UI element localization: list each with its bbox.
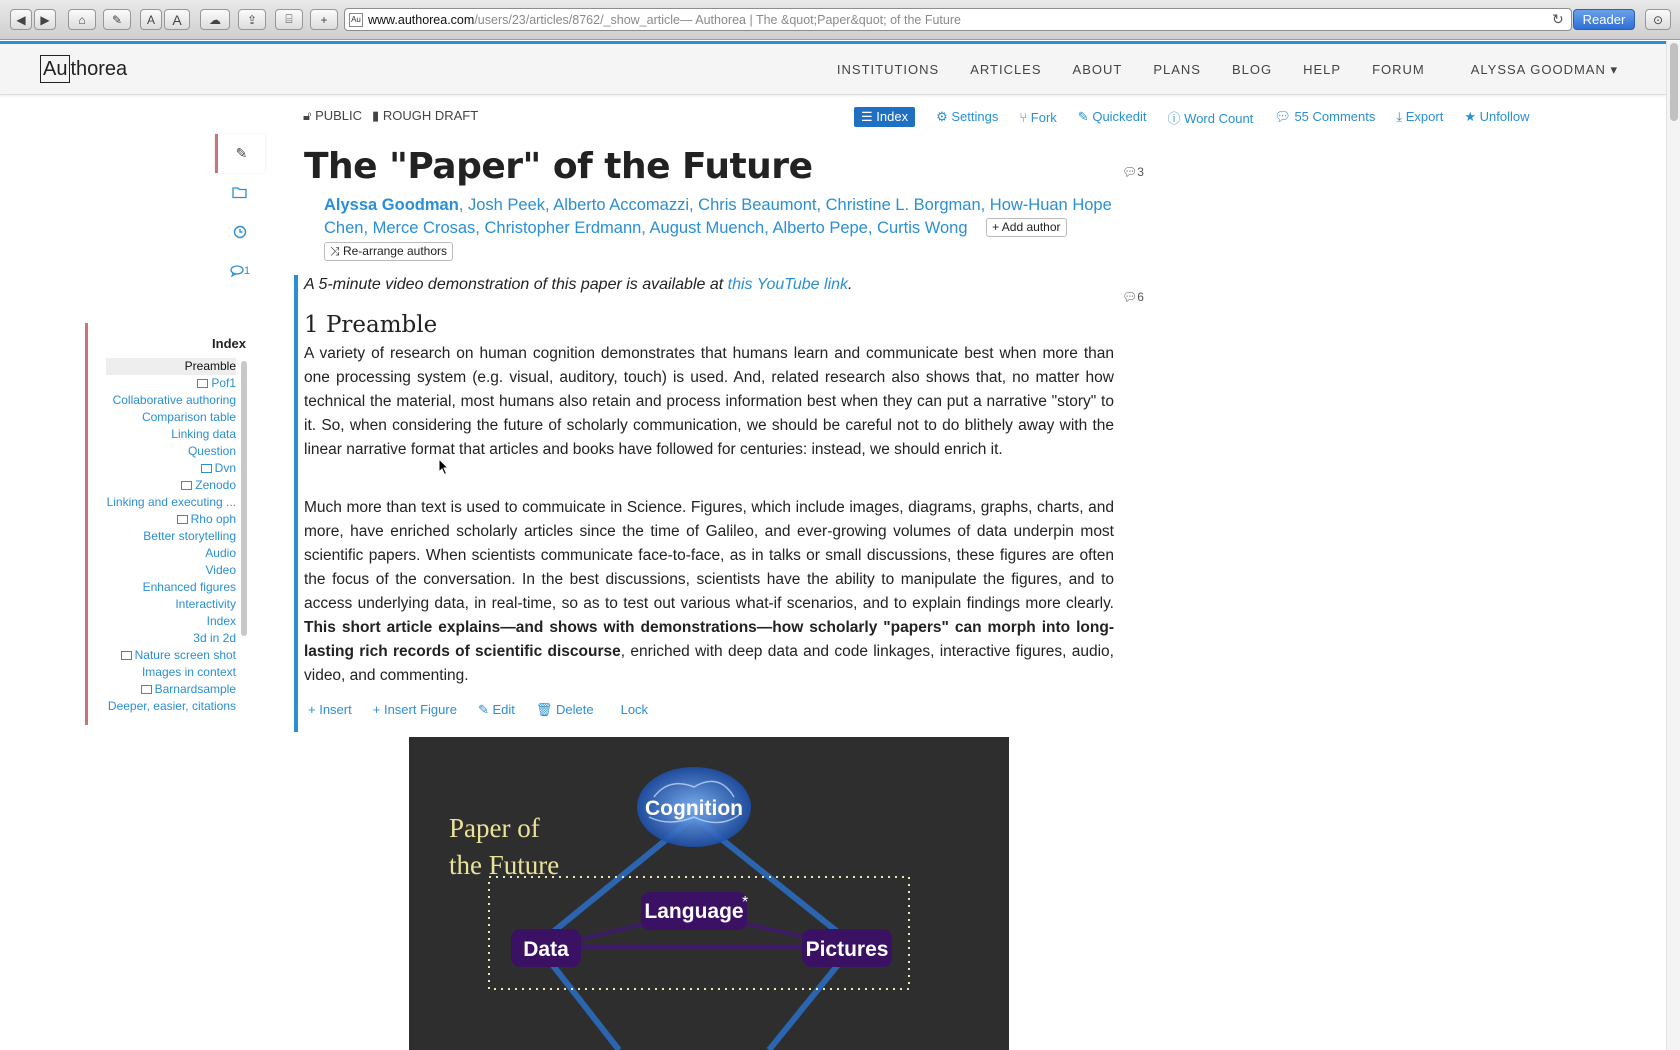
paragraph-2-bold: This short article explains—and shows with demonstrations—how scholarly "papers" can morph into long-lasting rich records of scientific discourse <box>304 619 1114 660</box>
index-item[interactable] <box>106 426 236 443</box>
font-large-label: A <box>172 11 182 28</box>
page-scrollbar[interactable] <box>1666 41 1680 1050</box>
index-item-label: Nature screen shot <box>134 648 236 662</box>
index-item-label: Preamble <box>184 359 236 373</box>
article-status <box>303 108 478 124</box>
node-data: Data <box>523 938 569 961</box>
author-rest[interactable]: Josh Peek, Alberto Accomazzi, Chris Beaumont, Christine L. Borgman, How-Huan Hope Chen, Merce Crosas, Christopher Erdmann, August Muench, Alberto Pepe, Curtis Wong <box>324 196 1112 237</box>
bookmark-icon: ▮ <box>372 108 380 123</box>
paragraph-2-end: , enriched with deep data and code linkages, interactive figures, audio, video, and commenting. <box>304 643 1114 684</box>
index-item-label: Dvn <box>214 461 236 475</box>
insert-figure-button[interactable] <box>373 702 457 718</box>
mouse-cursor-icon <box>438 458 450 476</box>
rearrange-authors-button[interactable] <box>324 242 453 261</box>
back-button[interactable]: ◀ <box>10 9 32 30</box>
add-author-button[interactable] <box>986 218 1066 237</box>
node-language-mark: * <box>742 894 749 911</box>
index-item-label: Index <box>206 614 236 628</box>
chat-count: 1 <box>243 264 251 277</box>
word-count-button[interactable] <box>1168 108 1254 127</box>
title-comment-count[interactable] <box>1122 165 1144 179</box>
image-icon <box>177 515 188 524</box>
index-item-label: Audio <box>205 546 236 560</box>
figure-caption-line2: the Future <box>449 850 560 880</box>
index-panel <box>85 323 253 725</box>
info-icon: ⓘ <box>1167 110 1181 126</box>
browser-toolbar <box>0 0 1680 40</box>
index-item-label: Collaborative authoring <box>112 393 236 407</box>
section-indicator <box>294 275 298 732</box>
nav-forum[interactable]: FORUM <box>1372 62 1425 77</box>
comments-label: 55 Comments <box>1294 109 1376 124</box>
edit-icon: ✎ <box>1077 109 1089 124</box>
index-item[interactable] <box>106 392 236 409</box>
index-item-label: Pof1 <box>211 376 236 390</box>
index-item[interactable] <box>106 443 236 460</box>
index-item[interactable] <box>106 630 236 647</box>
fork-label: Fork <box>1030 109 1057 125</box>
image-icon <box>121 651 132 660</box>
figure-diagram <box>409 737 1009 1050</box>
stage-label: ROUGH DRAFT <box>382 108 479 123</box>
url-path: /users/23/articles/8762/_show_article <box>474 12 680 27</box>
gear-icon: ⚙ <box>936 109 948 124</box>
fork-button[interactable] <box>1019 110 1056 125</box>
main-nav <box>806 44 1618 95</box>
history-icon[interactable] <box>215 212 265 251</box>
index-item[interactable] <box>106 375 236 392</box>
index-item-label: Deeper, easier, citations <box>107 699 236 713</box>
index-item[interactable] <box>106 613 236 630</box>
plus-icon: + <box>992 219 1000 234</box>
site-icon: Au <box>349 13 363 27</box>
video-note-end: . <box>848 276 853 293</box>
index-item-label: Enhanced figures <box>142 580 236 594</box>
reload-icon[interactable]: ↻ <box>1552 11 1564 27</box>
image-icon <box>141 685 152 694</box>
logo-text: thorea <box>70 57 128 80</box>
quickedit-label: Quickedit <box>1092 109 1147 124</box>
nav-articles[interactable]: ARTICLES <box>970 62 1042 77</box>
figure-caption-line1: Paper of <box>449 813 540 843</box>
index-item-label: Barnardsample <box>154 682 236 696</box>
index-item-label: 3d in 2d <box>193 631 236 645</box>
pencil-icon[interactable]: ✎ <box>215 134 265 173</box>
cloud-icon[interactable]: ☁ <box>200 9 230 30</box>
index-item[interactable] <box>106 545 236 562</box>
index-item-label: Better storytelling <box>143 529 236 543</box>
index-item-label: Interactivity <box>175 597 236 611</box>
user-menu[interactable]: ALYSSA GOODMAN ▾ <box>1470 61 1618 77</box>
font-larger-button[interactable] <box>164 9 190 30</box>
index-item[interactable] <box>106 358 236 375</box>
url-host: www.authorea.com <box>368 12 475 27</box>
index-title: Index <box>212 336 246 351</box>
chat-icon[interactable] <box>215 251 265 290</box>
rearrange-label: Re-arrange authors <box>342 244 448 258</box>
author-first[interactable]: Alyssa Goodman <box>324 196 459 214</box>
author-list: Alyssa Goodman, Josh Peek, Alberto Accomazzi, Chris Beaumont, Christine L. Borgman, How-Huan Hope Chen, Merce Crosas, Christopher Erdmann, August Muench, Alberto Pepe, Curtis Wong + Add author <box>324 196 1112 237</box>
title-comment-number: 3 <box>1137 165 1144 179</box>
index-scrollbar[interactable] <box>241 361 247 636</box>
index-item-label: Images in context <box>141 665 236 679</box>
word-count-label: Word Count <box>1184 110 1254 126</box>
stage-toggle[interactable] <box>372 108 478 124</box>
address-bar[interactable] <box>344 8 1572 31</box>
paragraph-2[interactable] <box>304 496 1114 688</box>
comment-icon: 💬︎ <box>1274 109 1291 124</box>
nav-blog[interactable]: BLOG <box>1231 62 1273 77</box>
youtube-link[interactable]: this YouTube link <box>727 276 849 293</box>
delete-label: Delete <box>556 702 594 717</box>
add-author-label: Add author <box>1001 219 1061 234</box>
star-icon: ★ <box>1464 109 1476 124</box>
figure-paper-of-the-future[interactable] <box>409 737 1009 1050</box>
settings-button[interactable] <box>936 109 998 125</box>
plus-icon: + <box>308 702 316 717</box>
article-toolbar <box>854 106 1529 128</box>
index-item-label: Linking data <box>171 427 236 441</box>
comments-button[interactable] <box>1274 109 1375 125</box>
node-language: Language <box>644 900 744 923</box>
index-item[interactable] <box>106 698 236 715</box>
download-icon: ⤓ <box>1396 109 1403 124</box>
delete-button[interactable] <box>536 702 594 718</box>
home-icon[interactable]: ⌂ <box>68 9 96 30</box>
unlock-icon: 🔓︎ <box>303 108 312 123</box>
node-pictures: Pictures <box>805 938 889 961</box>
section-comment-number: 6 <box>1137 290 1144 304</box>
site-header <box>0 41 1666 95</box>
index-item[interactable] <box>106 477 236 494</box>
index-item[interactable] <box>106 528 236 545</box>
edit-label: Edit <box>492 702 515 717</box>
url-page-title: — Authorea | The &quot;Paper&quot; of the Future <box>679 12 961 27</box>
fork-icon: ⑂ <box>1019 109 1028 125</box>
quickedit-button[interactable] <box>1078 109 1147 125</box>
plus-icon: + <box>372 702 381 717</box>
library-icon[interactable]: ⌸ <box>275 9 303 30</box>
reader-button[interactable]: Reader <box>1573 9 1635 30</box>
index-button[interactable] <box>854 107 915 127</box>
index-item[interactable] <box>106 681 236 698</box>
folder-icon[interactable] <box>215 173 265 212</box>
index-item[interactable] <box>106 596 236 613</box>
authorea-logo[interactable] <box>40 55 127 83</box>
new-tab-button[interactable]: + <box>310 9 338 30</box>
lock-button[interactable]: Lock <box>620 702 649 717</box>
edit-icon[interactable]: ✎ <box>103 9 131 30</box>
downloads-icon[interactable]: ⊙ <box>1645 9 1671 30</box>
shuffle-icon: ⤨ <box>330 244 340 258</box>
index-item[interactable] <box>106 562 236 579</box>
video-note-text: A 5-minute video demonstration of this paper is available at <box>304 276 728 293</box>
nav-plans[interactable]: PLANS <box>1153 62 1201 77</box>
image-icon <box>201 464 212 473</box>
paragraph-2-text: Much more than text is used to commuicate in Science. Figures, which include images, diagrams, graphs, charts, and more, have enriched scholarly articles since the time of Galileo, and ever-growing volumes of data underpin most scientific papers. When scientists communicate face-to-face, as in talks or small discussions, these figures are often the focus of the conversation. In the best discussions, scientists have the ability to manipulate the figures, and to access underlying data, in real-time, so as to test out various what-if scenarios, and to explain findings more clearly. <box>304 499 1114 612</box>
image-icon <box>197 379 208 388</box>
section-heading: 1 Preamble <box>304 312 438 338</box>
insert-button[interactable] <box>308 702 352 718</box>
nav-about[interactable]: ABOUT <box>1072 62 1123 77</box>
section-comment-count[interactable] <box>1122 290 1144 304</box>
article-title[interactable]: The "Paper" of the Future <box>304 146 813 187</box>
edit-button[interactable] <box>478 702 515 718</box>
edit-icon: ✎ <box>477 702 489 717</box>
unfollow-button[interactable] <box>1464 109 1529 125</box>
unfollow-label: Unfollow <box>1479 109 1530 124</box>
index-item[interactable] <box>106 664 236 681</box>
export-label: Export <box>1405 109 1444 124</box>
image-icon <box>181 481 192 490</box>
index-item-label: Rho oph <box>190 512 236 526</box>
comment-icon: 💬︎ <box>1122 165 1138 179</box>
scrollbar-thumb[interactable] <box>1670 43 1678 121</box>
index-item[interactable] <box>106 579 236 596</box>
index-item[interactable] <box>106 647 236 664</box>
index-list <box>106 358 236 716</box>
export-button[interactable] <box>1396 109 1443 125</box>
video-note <box>304 276 852 294</box>
visibility-toggle[interactable] <box>303 108 362 124</box>
comment-icon: 💬︎ <box>1122 290 1138 304</box>
left-toolbar <box>215 134 265 290</box>
index-item-label: Comparison table <box>141 410 236 424</box>
index-item[interactable] <box>106 511 236 528</box>
nav-institutions[interactable]: INSTITUTIONS <box>836 62 940 77</box>
trash-icon: 🗑︎ <box>535 702 553 717</box>
block-actions <box>308 702 648 718</box>
index-item[interactable] <box>106 409 236 426</box>
index-item-label: Zenodo <box>195 478 236 492</box>
font-smaller-button[interactable] <box>140 9 162 30</box>
index-item-label: Linking and executing ... <box>106 495 236 509</box>
insert-label: Insert <box>319 702 352 717</box>
paragraph-1[interactable]: A variety of research on human cognition demonstrates that humans learn and communicate best when more than one processing system (e.g. visual, auditory, touch) is used. And, related research also shows that, no matter how technical the material, most humans also retain and process information best when they can put a narrative "story" to it. So, when considering the future of scholarly communication, we should be careful not to do blithely away with the linear narrative format that articles and books have followed for centuries: instead, we should enrich it. <box>304 345 1114 458</box>
index-item-label: Video <box>205 563 236 577</box>
share-icon[interactable]: ⇪ <box>238 9 266 30</box>
logo-box: Au <box>40 55 70 83</box>
font-small-label: A <box>146 12 155 27</box>
forward-button[interactable]: ▶ <box>34 9 56 30</box>
settings-label: Settings <box>951 109 999 124</box>
nav-help[interactable]: HELP <box>1303 62 1342 77</box>
node-cognition: Cognition <box>645 797 743 820</box>
insert-figure-label: Insert Figure <box>383 702 457 717</box>
index-item-label: Question <box>187 444 236 458</box>
index-button-label: Index <box>876 109 909 124</box>
visibility-label: PUBLIC <box>315 108 363 123</box>
index-item[interactable] <box>106 460 236 477</box>
index-item[interactable] <box>106 494 236 511</box>
list-icon: ☰ <box>861 109 873 124</box>
